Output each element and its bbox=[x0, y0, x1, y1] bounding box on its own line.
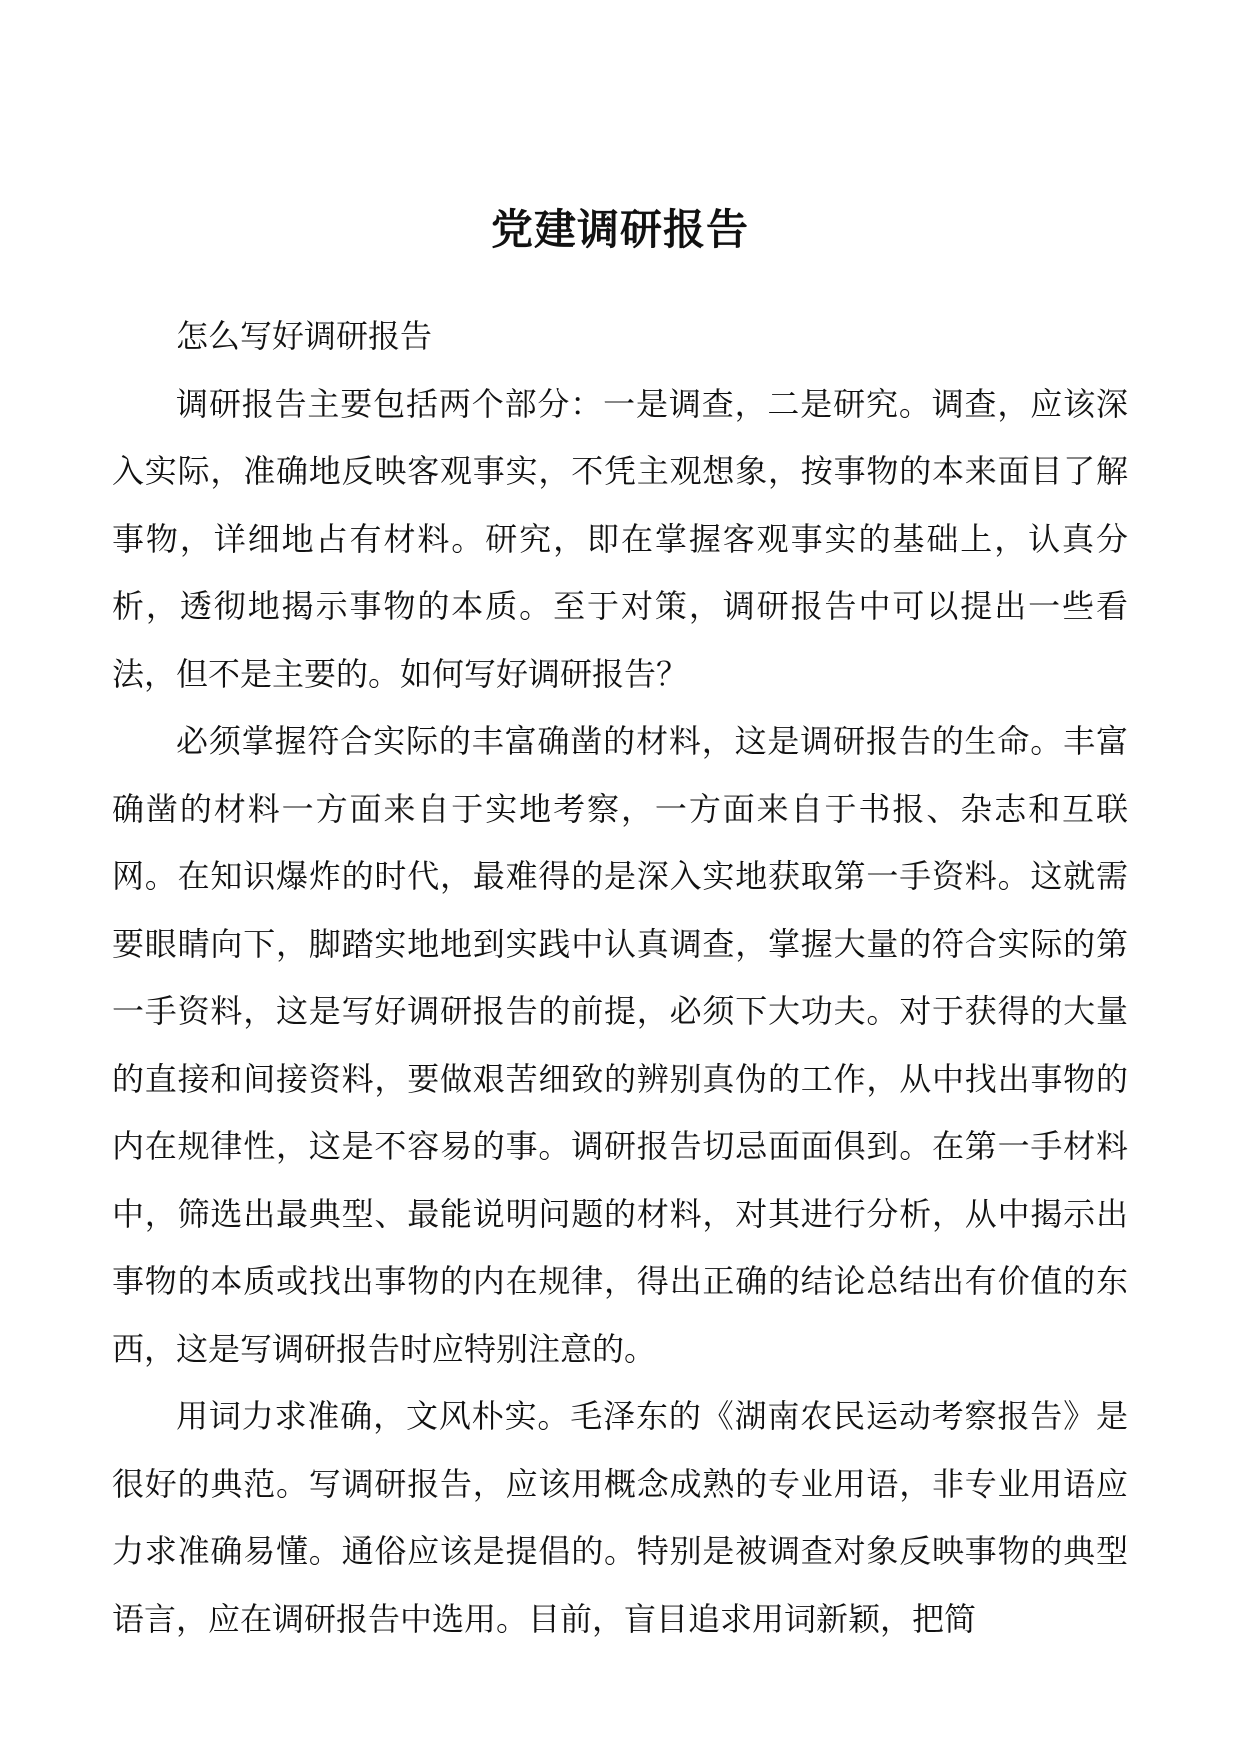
subheading-paragraph: 怎么写好调研报告 bbox=[176, 317, 433, 355]
document-title: 党建调研报告 bbox=[490, 205, 749, 254]
body-paragraph: 用词力求准确，文风朴实。毛泽东的《湖南农民运动考察报告》是很好的典范。写调研报告，应该用概念成熟的专业用语，非专业用语应力求准确易懂。通俗应该是提倡的。特别是被调查对象反映事物的典型语言，应在调研报告中选用。目前，盲目追求用词新颖，把简 bbox=[112, 1397, 1128, 1638]
body-paragraph: 必须掌握符合实际的丰富确凿的材料，这是调研报告的生命。丰富确凿的材料一方面来自于实地考察，一方面来自于书报、杂志和互联网。在知识爆炸的时代，最难得的是深入实地获取第一手资料。这就需要眼睛向下，脚踏实地地到实践中认真调查，掌握大量的符合实际的第一手资料，这是写好调研报告的前提，必须下大功夫。对于获得的大量的直接和间接资料，要做艰苦细致的辨别真伪的工作，从中找出事物的内在规律性，这是不容易的事。调研报告切忌面面俱到。在第一手材料中，筛选出最典型、最能说明问题的材料，对其进行分析，从中揭示出事物的本质或找出事物的内在规律，得出正确的结论总结出有价值的东西，这是写调研报告时应特别注意的。 bbox=[112, 722, 1128, 1368]
document-body bbox=[112, 303, 1128, 1653]
body-paragraph: 调研报告主要包括两个部分：一是调查，二是研究。调查，应该深入实际，准确地反映客观事实，不凭主观想象，按事物的本来面目了解事物，详细地占有材料。研究，即在掌握客观事实的基础上，认真分析，透彻地揭示事物的本质。至于对策，调研报告中可以提出一些看法，但不是主要的。如何写好调研报告？ bbox=[112, 384, 1128, 693]
